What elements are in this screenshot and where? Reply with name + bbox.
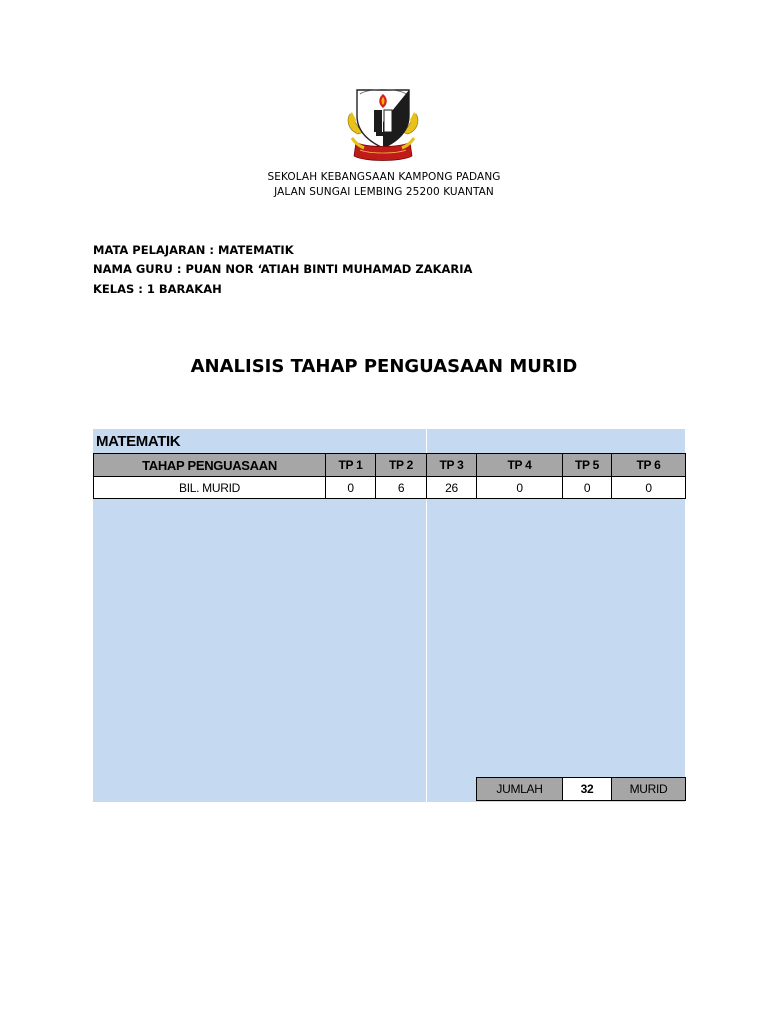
school-address: JALAN SUNGAI LEMBING 25200 KUANTAN [274, 186, 494, 198]
header-tp4: TP 4 [477, 454, 563, 477]
school-crest-logo [346, 86, 420, 166]
page-title: ANALISIS TAHAP PENGUASAAN MURID [190, 356, 578, 377]
mastery-table [93, 453, 686, 499]
school-name: SEKOLAH KEBANGSAAN KAMPONG PADANG [267, 171, 501, 183]
header-tp6: TP 6 [612, 454, 686, 477]
count-tp5: 0 [563, 477, 612, 499]
analysis-sheet [93, 429, 685, 802]
total-unit: MURID [612, 778, 686, 801]
count-tp3: 26 [427, 477, 477, 499]
count-tp6: 0 [612, 477, 686, 499]
table-header-row [94, 454, 686, 477]
count-tp4: 0 [477, 477, 563, 499]
total-row [477, 778, 686, 801]
header-tp5: TP 5 [563, 454, 612, 477]
header-tp3: TP 3 [427, 454, 477, 477]
count-tp2: 6 [376, 477, 427, 499]
header-tp2: TP 2 [376, 454, 427, 477]
subject-info: MATA PELAJARAN : MATEMATIK [93, 243, 294, 257]
total-value: 32 [563, 778, 612, 801]
class-info: KELAS : 1 BARAKAH [93, 282, 222, 296]
total-label: JUMLAH [477, 778, 563, 801]
header-label: TAHAP PENGUASAAN [94, 454, 326, 477]
teacher-info: NAMA GURU : PUAN NOR ‘ATIAH BINTI MUHAMAD ZAKARIA [93, 262, 473, 276]
header-tp1: TP 1 [326, 454, 376, 477]
count-tp1: 0 [326, 477, 376, 499]
total-table [476, 777, 686, 801]
sheet-subject-title: MATEMATIK [96, 433, 181, 450]
row-label: BIL. MURID [94, 477, 326, 499]
table-row [94, 477, 686, 499]
